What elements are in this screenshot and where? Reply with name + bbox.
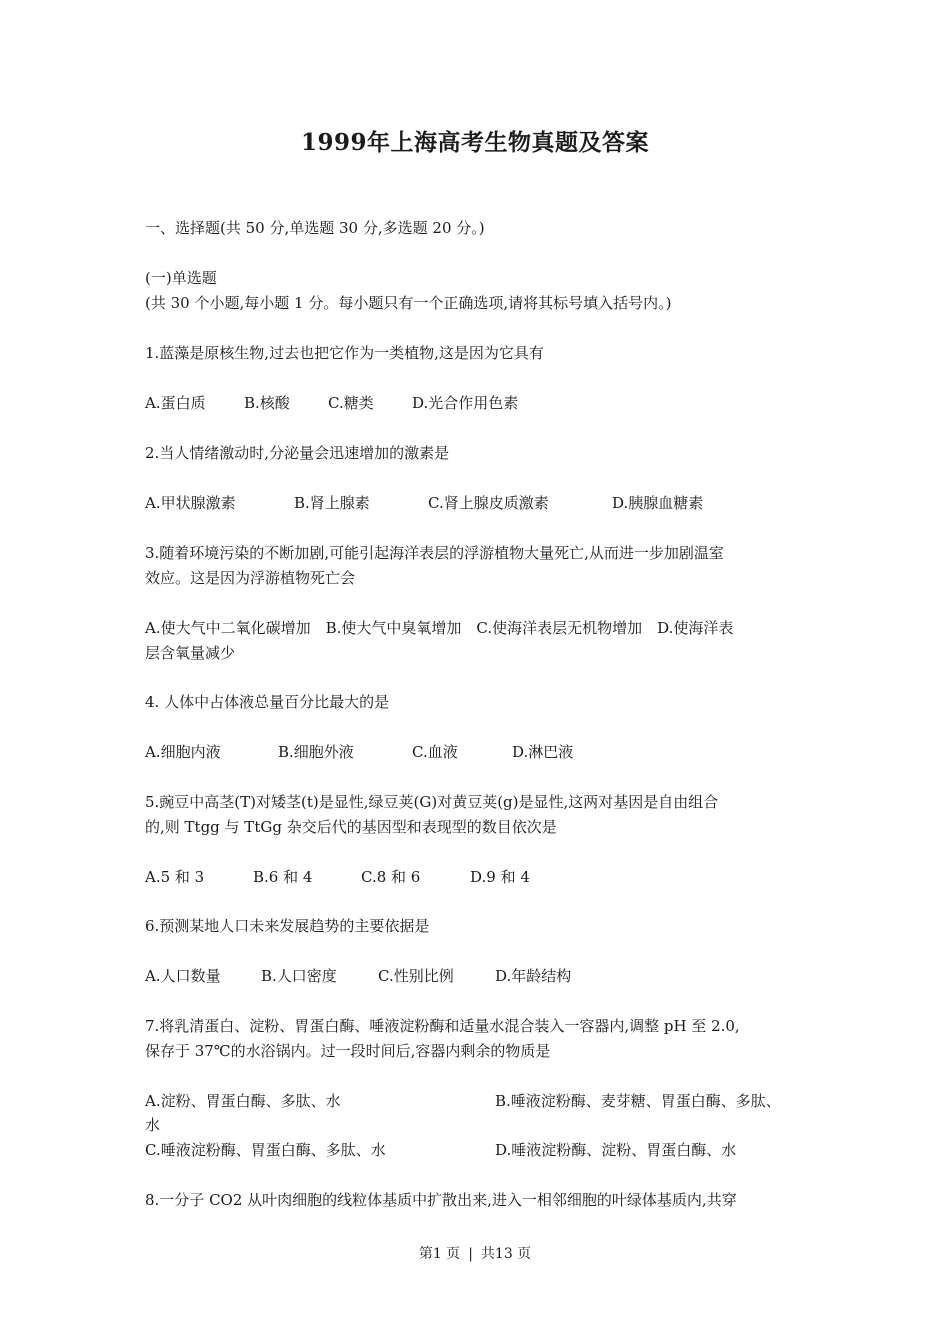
question-2-stem: 2.当人情绪激动时,分泌量会迅速增加的激素是 [145,444,450,462]
question-4-option-a: A.细胞内液 [145,743,221,761]
question-2-option-d: D.胰腺血糖素 [612,494,704,512]
question-5-stem-line-2: 的,则 Ttgg 与 TtGg 杂交后代的基因型和表现型的数目依次是 [145,818,557,836]
question-5-option-d: D.9 和 4 [470,868,530,886]
question-1-option-b: B.核酸 [244,394,290,412]
question-1-option-c: C.糖类 [328,394,374,412]
section-heading: 一、选择题(共 50 分,单选题 30 分,多选题 20 分。) [145,219,485,237]
question-5-option-b: B.6 和 4 [253,868,313,886]
question-6-option-c: C.性别比例 [378,967,454,985]
question-3-stem-line-2: 效应。这是因为浮游植物死亡会 [145,569,356,587]
question-6-option-d: D.年龄结构 [495,967,572,985]
question-4-option-b: B.细胞外液 [278,743,354,761]
question-7-stem-line-2: 保存于 37℃的水浴锅内。过一段时间后,容器内剩余的物质是 [145,1042,551,1060]
question-7-option-b-line-2: 水 [145,1116,161,1134]
question-4-option-c: C.血液 [412,743,458,761]
subsection-heading: (一)单选题 [145,269,217,287]
question-8-stem: 8.一分子 CO2 从叶肉细胞的线粒体基质中扩散出来,进入一相邻细胞的叶绿体基质内,共穿 [145,1191,737,1209]
question-7-option-c: C.唾液淀粉酶、胃蛋白酶、多肽、水 [145,1141,386,1159]
question-6-option-a: A.人口数量 [145,967,221,985]
question-4-stem: 4. 人体中占体液总量百分比最大的是 [145,693,390,711]
question-3-options-line-2: 层含氧量减少 [145,644,236,662]
question-7-option-b-line-1: B.唾液淀粉酶、麦芽糖、胃蛋白酶、多肽、 [495,1092,781,1110]
question-6-option-b: B.人口密度 [261,967,337,985]
question-7-stem-line-1: 7.将乳清蛋白、淀粉、胃蛋白酶、唾液淀粉酶和适量水混合装入一容器内,调整 pH 至 2.0, [145,1017,740,1035]
question-4-option-d: D.淋巴液 [512,743,574,761]
page-total: 共13 页 [480,1246,532,1262]
page-footer [0,1243,950,1263]
question-6-stem: 6.预测某地人口未来发展趋势的主要依据是 [145,917,430,935]
page-number: 第1 页 [418,1246,461,1262]
question-1-stem: 1.蓝藻是原核生物,过去也把它作为一类植物,这是因为它具有 [145,344,544,362]
footer-separator: | [468,1246,473,1262]
subsection-note: (共 30 个小题,每小题 1 分。每小题只有一个正确选项,请将其标号填入括号内。) [145,294,672,312]
question-2-option-b: B.肾上腺素 [294,494,370,512]
question-5-option-a: A.5 和 3 [145,868,205,886]
question-2-option-a: A.甲状腺激素 [145,494,236,512]
question-3-options-line-1: A.使大气中二氧化碳增加 B.使大气中臭氧增加 C.使海洋表层无机物增加 D.使海洋表 [145,619,734,637]
question-2-option-c: C.肾上腺皮质激素 [428,494,549,512]
question-5-option-c: C.8 和 6 [361,868,421,886]
question-7-option-a: A.淀粉、胃蛋白酶、多肽、水 [145,1092,341,1110]
question-3-stem-line-1: 3.随着环境污染的不断加剧,可能引起海洋表层的浮游植物大量死亡,从而进一步加剧温室 [145,544,724,562]
page-title: 1999年上海高考生物真题及答案 [300,129,649,156]
question-7-option-d: D.唾液淀粉酶、淀粉、胃蛋白酶、水 [495,1141,737,1159]
question-1-option-d: D.光合作用色素 [412,394,519,412]
question-1-option-a: A.蛋白质 [145,394,206,412]
question-5-stem-line-1: 5.豌豆中高茎(T)对矮茎(t)是显性,绿豆荚(G)对黄豆荚(g)是显性,这两对基因是自由组合 [145,793,719,811]
